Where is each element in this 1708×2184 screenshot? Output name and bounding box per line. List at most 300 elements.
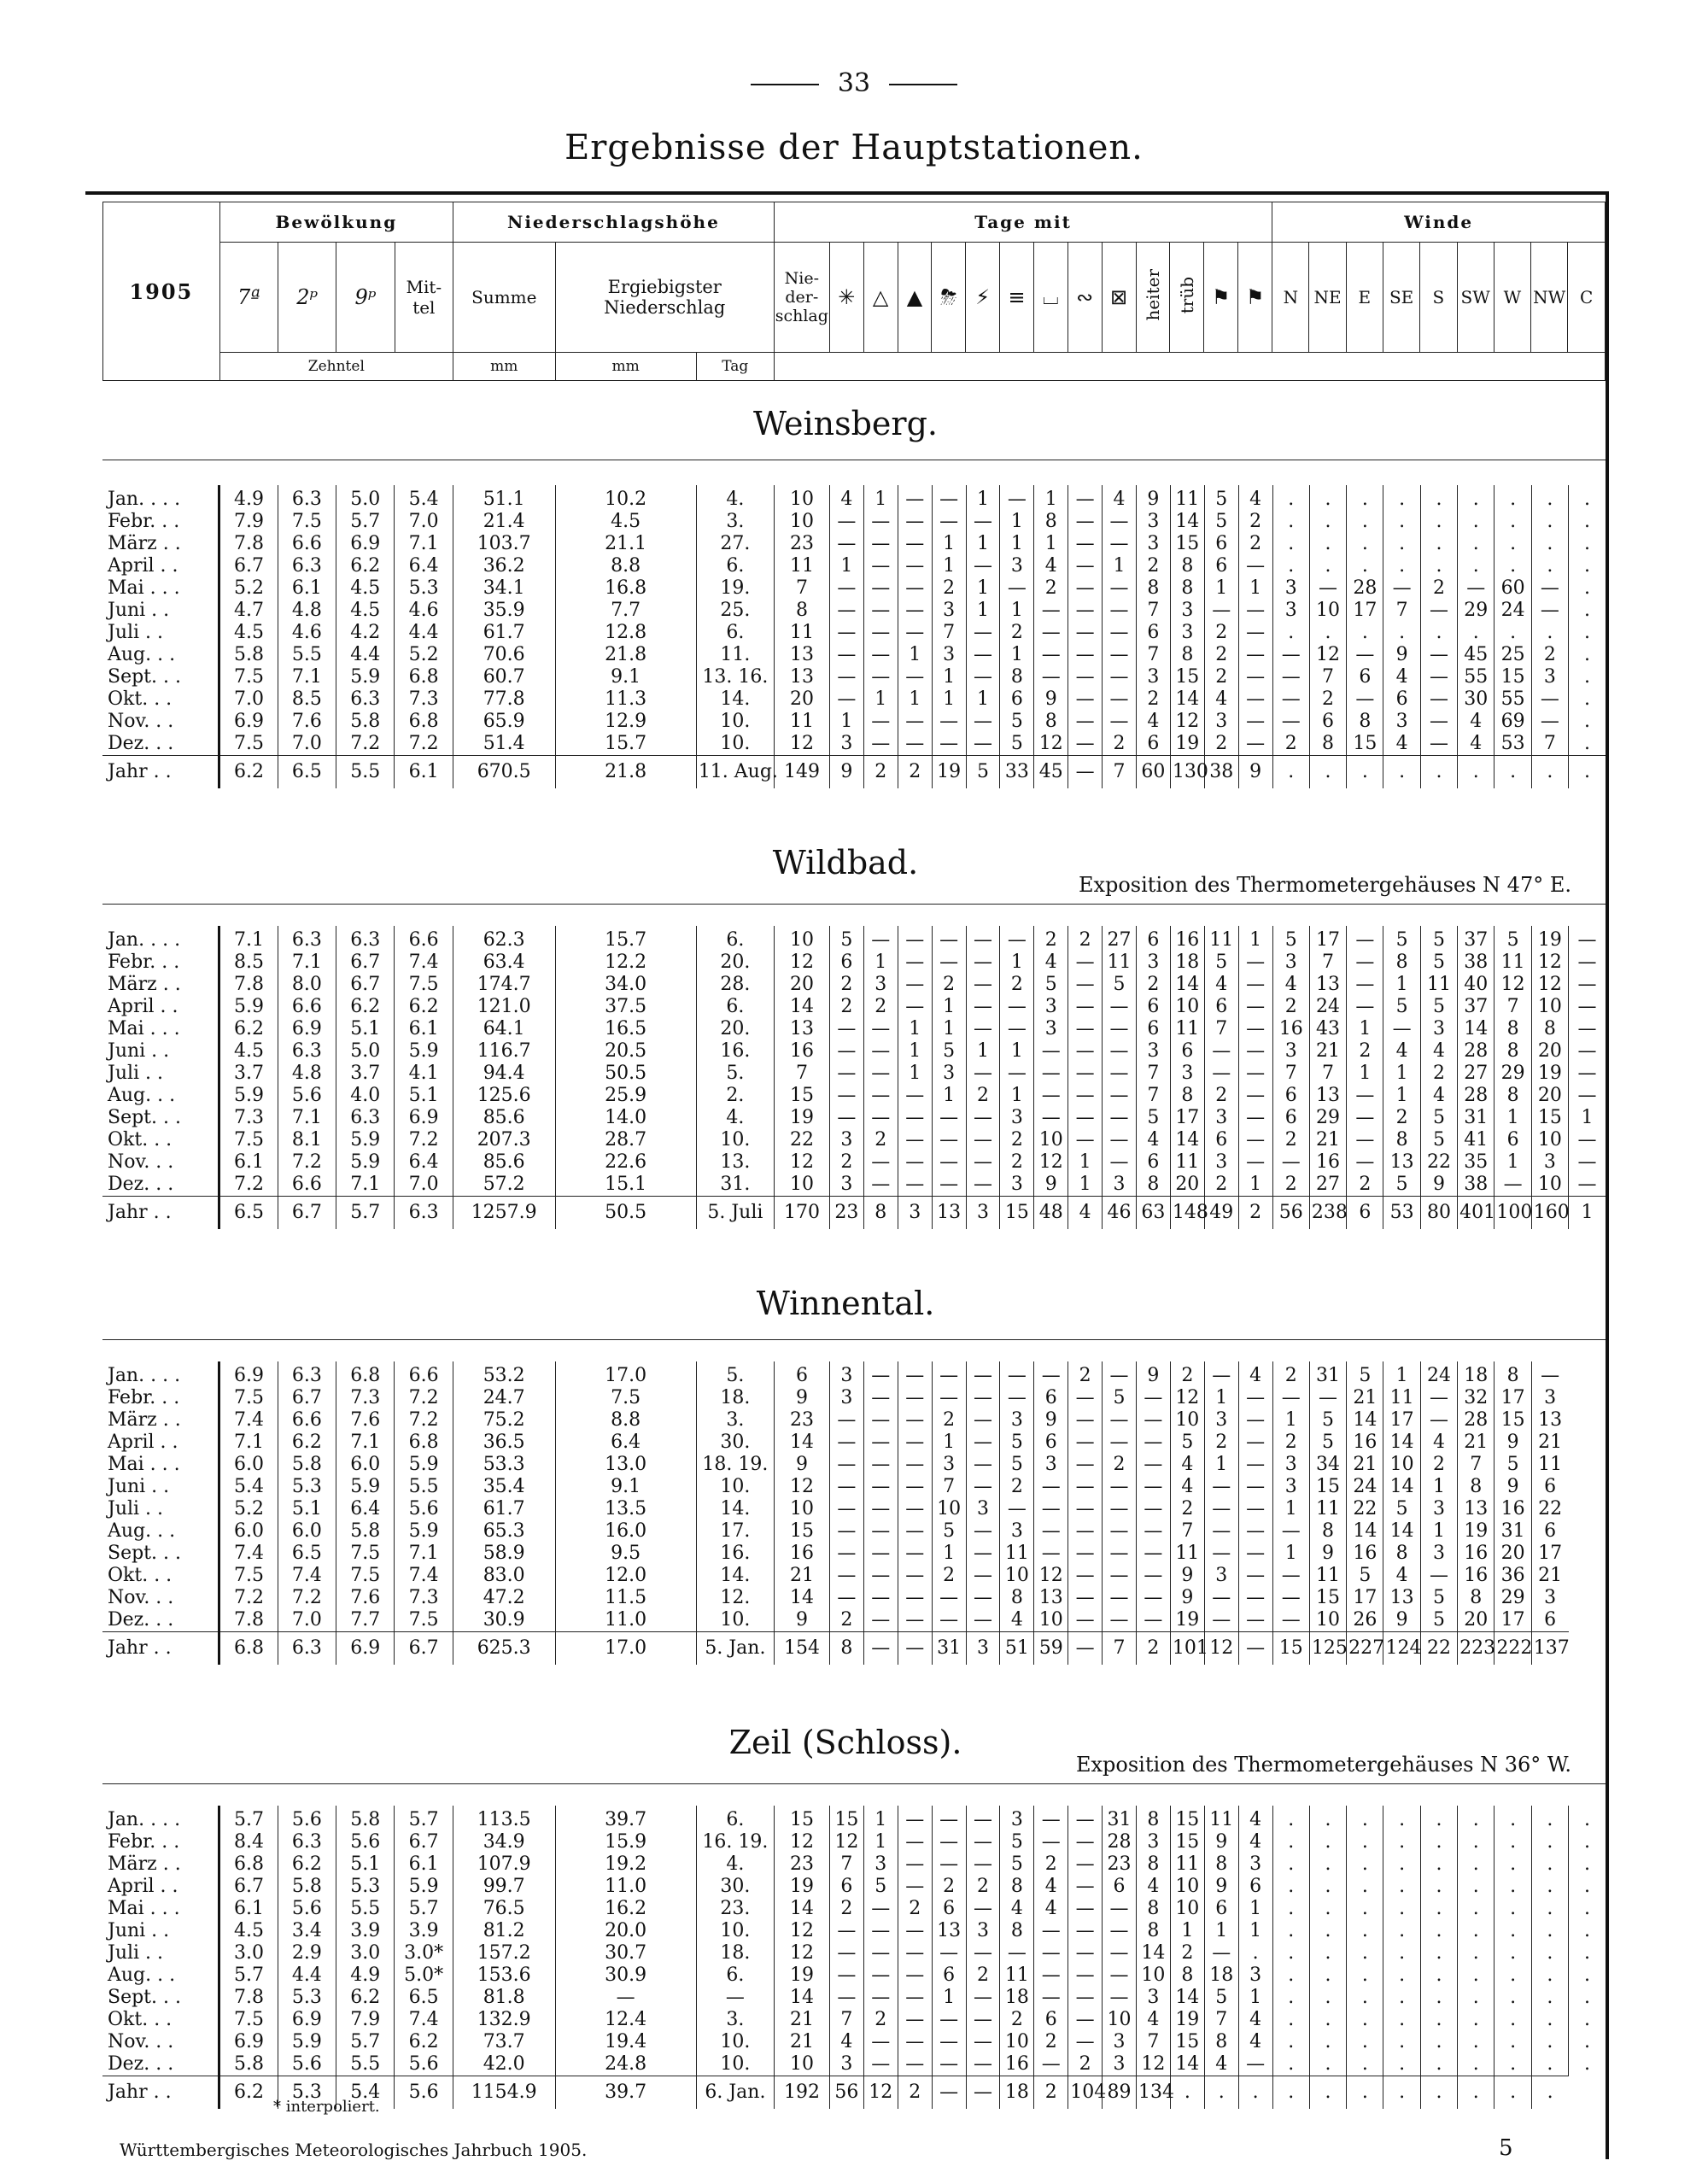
cell: 8 — [1034, 711, 1068, 733]
cell: — — [1068, 511, 1103, 533]
cell: . — [1494, 1876, 1531, 1898]
cell: 7 — [1136, 1085, 1170, 1107]
cell: 6 — [1204, 1129, 1238, 1151]
cell: 124 — [1383, 1632, 1420, 1666]
cell: 8.8 — [555, 555, 696, 577]
cell: 31 — [1494, 1520, 1531, 1543]
cell: — — [1103, 1063, 1137, 1085]
cell: 3. — [696, 511, 774, 533]
cell: 1 — [932, 1085, 966, 1107]
cell: — — [898, 1831, 932, 1853]
cell: — — [966, 1454, 1000, 1476]
cell: 18 — [1170, 951, 1204, 974]
cell: — — [1068, 1587, 1103, 1609]
cell: . — [1420, 555, 1457, 577]
cell: — — [1420, 733, 1457, 756]
cell: . — [1584, 600, 1591, 621]
cell: 4 — [1136, 2009, 1170, 2031]
cell: 14 — [1170, 2053, 1204, 2076]
cell: 5.7 — [336, 1197, 395, 1230]
cell: 7 — [1458, 1454, 1494, 1476]
cell: — — [1136, 1587, 1170, 1609]
cell: 2 — [1347, 1040, 1383, 1063]
cell: 4 — [1204, 688, 1238, 711]
cell: 14 — [775, 1987, 830, 2009]
month-row — [102, 1174, 1606, 1197]
cell: — — [898, 2031, 932, 2053]
cell: 3 — [1000, 1520, 1034, 1543]
cell: 6. — [696, 555, 774, 577]
cell: . — [1531, 1876, 1568, 1898]
col-9p: 9ᵖ — [336, 243, 395, 353]
cell: — — [829, 1085, 863, 1107]
cell: 10 — [775, 2053, 830, 2076]
cell: 21.8 — [555, 756, 696, 789]
cell: 8 — [1000, 1587, 1034, 1609]
cell: 9 — [1383, 1609, 1420, 1632]
cell: — — [1068, 1853, 1103, 1876]
cell: — — [1136, 1543, 1170, 1565]
cell: 7.2 — [336, 733, 395, 756]
footer-source: Württembergisches Meteorologisches Jahrbuch 1905. — [120, 2140, 588, 2160]
month-label: April . . — [102, 1876, 219, 1898]
cell: 1 — [1420, 1476, 1457, 1498]
cell: 20 — [1531, 1040, 1568, 1063]
cell: 12.4 — [555, 2009, 696, 2031]
cell: 46 — [1103, 1197, 1137, 1230]
cell: 4 — [1170, 1476, 1204, 1498]
cell: — — [1238, 951, 1272, 974]
month-label: Aug. . . — [102, 1964, 219, 1987]
cell: 21 — [775, 1565, 830, 1587]
cell: 30.7 — [555, 1942, 696, 1964]
cell: 7.9 — [219, 511, 278, 533]
cell: — — [1347, 1107, 1383, 1129]
cell: — — [898, 1498, 932, 1520]
cell: 6.7 — [336, 974, 395, 996]
cell: 5.9 — [395, 1454, 453, 1476]
cell: — — [966, 1063, 1000, 1085]
cell: — — [1238, 733, 1272, 756]
cell: — — [1034, 1831, 1068, 1853]
cell: 4.5 — [336, 577, 395, 600]
wind-ne: NE — [1309, 243, 1346, 353]
cell: 5.6 — [278, 1898, 336, 1920]
cell: 2 — [1000, 2009, 1034, 2031]
cell: 1 — [1000, 644, 1034, 666]
cell: 14. — [696, 1498, 774, 1520]
cell: — — [966, 1432, 1000, 1454]
cell: — — [1103, 1361, 1137, 1387]
cell: 6. — [696, 622, 774, 644]
cell: — — [1204, 1520, 1238, 1543]
cell: 6.8 — [395, 1432, 453, 1454]
cell: 16 — [775, 1040, 830, 1063]
month-row — [102, 1432, 1606, 1454]
cell: 1 — [1204, 1454, 1238, 1476]
cell: 21 — [1458, 1432, 1494, 1454]
cell: — — [1103, 644, 1137, 666]
wind-c: C — [1568, 243, 1606, 353]
cell: — — [1238, 1565, 1272, 1587]
cell: 5.6 — [278, 2053, 336, 2076]
thunderstorm-icon: ⛈ — [932, 243, 966, 353]
cell: — — [1204, 1609, 1238, 1632]
cell: 7 — [1204, 1018, 1238, 1040]
cell: 4 — [1000, 1898, 1034, 1920]
cell: — — [1068, 1942, 1103, 1964]
cell: 7.2 — [219, 1174, 278, 1197]
cell: — — [1238, 644, 1272, 666]
cell: 1 — [898, 688, 932, 711]
cell: 3.0 — [336, 1942, 395, 1964]
cell: — — [966, 2076, 1000, 2110]
cell: 8 — [1170, 555, 1204, 577]
cell: — — [1531, 577, 1568, 600]
cell: 5.5 — [336, 2053, 395, 2076]
cell: 53.3 — [453, 1454, 555, 1476]
cell: 8.5 — [278, 688, 336, 711]
cell: — — [932, 1361, 966, 1387]
cell: 21 — [1538, 1432, 1563, 1453]
cell: 13 — [1034, 1587, 1068, 1609]
cell: . — [1420, 1964, 1457, 1987]
cell: 8 — [1383, 1543, 1420, 1565]
cell: 6.6 — [278, 1409, 336, 1432]
month-row — [102, 485, 1606, 511]
cell: 7.2 — [395, 1409, 453, 1432]
cell: 7.5 — [555, 1387, 696, 1409]
cell: — — [1068, 756, 1103, 789]
cell: 2 — [1000, 1151, 1034, 1174]
cell: 8.5 — [219, 951, 278, 974]
cell: 2 — [1170, 1361, 1204, 1387]
cell: . — [1531, 1853, 1568, 1876]
cell: 6 — [1544, 1476, 1557, 1497]
cell: — — [898, 533, 932, 555]
cell: 6. — [696, 996, 774, 1018]
cell: 8 — [1458, 1587, 1494, 1609]
results-sheet — [85, 191, 1609, 2159]
cell: 1 — [1068, 1151, 1103, 1174]
cell: 5 — [1420, 951, 1457, 974]
month-label: Juni . . — [102, 600, 219, 622]
cell: . — [1420, 1898, 1457, 1920]
cell: 5 — [1494, 1454, 1531, 1476]
cell: . — [1309, 2076, 1346, 2110]
col-heiter: heiter — [1136, 243, 1170, 353]
month-label: Jan. . . . — [102, 485, 219, 511]
cell: 28 — [1458, 1409, 1494, 1432]
cell: 65.9 — [453, 711, 555, 733]
month-label: Sept. . . — [102, 666, 219, 688]
cell: 6.8 — [395, 711, 453, 733]
cell: 223 — [1458, 1632, 1494, 1666]
cell: 5 — [1383, 1498, 1420, 1520]
cell: — — [932, 2009, 966, 2031]
cell: — — [863, 666, 898, 688]
cell: 5.8 — [336, 1806, 395, 1831]
cell: 7.3 — [395, 1587, 453, 1609]
cell: — — [1577, 1040, 1597, 1062]
cell: 7.5 — [219, 666, 278, 688]
cell: 10. — [696, 733, 774, 756]
cell: 25.9 — [555, 1085, 696, 1107]
cell: 5 — [1000, 711, 1034, 733]
cell: 10 — [775, 1174, 830, 1197]
cell: 5 — [1420, 1609, 1457, 1632]
cell: . — [1584, 666, 1591, 688]
cell: 3 — [1204, 1565, 1238, 1587]
cell: 8 — [1531, 1018, 1568, 1040]
cell: . — [1272, 1964, 1309, 1987]
wind-se: SE — [1383, 243, 1419, 353]
cell: 19 — [1170, 733, 1204, 756]
cell: 28 — [1103, 1831, 1137, 1853]
cell: — — [1103, 1107, 1137, 1129]
cell: 20.5 — [555, 1040, 696, 1063]
cell: . — [1272, 511, 1309, 533]
cell: — — [1238, 666, 1272, 688]
cell: . — [1309, 1853, 1346, 1876]
cell: 7 — [1383, 600, 1420, 622]
cell: 15 — [1170, 533, 1204, 555]
cell: 4 — [829, 485, 863, 511]
cell: 6.5 — [395, 1987, 453, 2009]
cell: — — [898, 622, 932, 644]
month-label: Okt. . . — [102, 2009, 219, 2031]
cell: — — [1238, 1587, 1272, 1609]
cell: 7 — [775, 577, 830, 600]
cell: 7.2 — [278, 1151, 336, 1174]
month-label: Dez. . . — [102, 2053, 219, 2076]
cell: 7 — [1204, 2009, 1238, 2031]
cell: 6.5 — [278, 756, 336, 789]
cell: — — [1204, 1543, 1238, 1565]
cell: 19 — [1170, 1609, 1204, 1632]
cell: 8 — [1347, 711, 1383, 733]
cell: 37.5 — [555, 996, 696, 1018]
cell: . — [1531, 1831, 1568, 1853]
cell: 4.8 — [278, 1063, 336, 1085]
cell: 7.7 — [336, 1609, 395, 1632]
cell: 19.2 — [555, 1853, 696, 1876]
cell: 7.2 — [395, 1129, 453, 1151]
cell: 34.1 — [453, 577, 555, 600]
cell: . — [1458, 1876, 1494, 1898]
cell: 6.8 — [219, 1632, 278, 1666]
cell: — — [829, 688, 863, 711]
cell: . — [1347, 555, 1383, 577]
cell: — — [1068, 974, 1103, 996]
cell: 7.5 — [219, 1565, 278, 1587]
cell: 6.2 — [278, 1853, 336, 1876]
cell: 50.5 — [555, 1063, 696, 1085]
cell: 4.7 — [219, 600, 278, 622]
cell: 24 — [1420, 1361, 1457, 1387]
cell: 85.6 — [453, 1151, 555, 1174]
cell: 3 — [1136, 1040, 1170, 1063]
cell: 1 — [1420, 1520, 1457, 1543]
month-label: Juni . . — [102, 1476, 219, 1498]
cell: 16 — [1170, 926, 1204, 951]
cell: 1 — [829, 711, 863, 733]
cell: 27. — [696, 533, 774, 555]
cell: 5.8 — [336, 1520, 395, 1543]
cell: — — [1103, 996, 1137, 1018]
lightning-icon: ⚡ — [966, 243, 1000, 353]
cell: 4.6 — [395, 600, 453, 622]
cell: . — [1494, 1898, 1531, 1920]
cell: — — [1347, 1151, 1383, 1174]
cell: — — [1238, 1151, 1272, 1174]
cell: 5 — [932, 1040, 966, 1063]
dew-icon: ⌴ — [1033, 243, 1068, 353]
cell: 5 — [1103, 974, 1137, 996]
cell: — — [863, 1543, 898, 1565]
cell: 3 — [966, 1498, 1000, 1520]
cell: 13 — [775, 666, 830, 688]
cell: 29 — [1458, 600, 1494, 622]
cell: . — [1531, 2009, 1568, 2031]
cell: 3 — [1272, 1476, 1309, 1498]
cell: 10. — [696, 1129, 774, 1151]
cell: — — [1034, 1806, 1068, 1831]
cell: 7.5 — [219, 1129, 278, 1151]
cell: — — [863, 555, 898, 577]
cell: 4 — [1034, 951, 1068, 974]
cell: 7 — [1309, 666, 1346, 688]
cell: 14 — [775, 996, 830, 1018]
cell: — — [1347, 1085, 1383, 1107]
cell: 5.6 — [336, 1831, 395, 1853]
cell: — — [898, 2053, 932, 2076]
cell: . — [1458, 1987, 1494, 2009]
cell: 33 — [1000, 756, 1034, 789]
cell: 16 — [1458, 1543, 1494, 1565]
cell: — — [1103, 1018, 1137, 1040]
cell: . — [1584, 577, 1591, 599]
cell: 6.2 — [219, 756, 278, 789]
cell: — — [898, 1876, 932, 1898]
cell: . — [1494, 555, 1531, 577]
month-row — [102, 555, 1606, 577]
cell: 2 — [1272, 1432, 1309, 1454]
cell: 2 — [1272, 733, 1309, 756]
cell: 14 — [1170, 1987, 1204, 2009]
cell: 5.0* — [395, 1964, 453, 1987]
cell: 21 — [1309, 1129, 1346, 1151]
cell: . — [1584, 711, 1591, 732]
cell: 103.7 — [453, 533, 555, 555]
cell: 5. — [696, 1361, 774, 1387]
cell: 3 — [1103, 2031, 1137, 2053]
cell: 4 — [1238, 1831, 1272, 1853]
cell: — — [1204, 1942, 1238, 1964]
cell: — — [1068, 622, 1103, 644]
cell: 1 — [932, 555, 966, 577]
cell: — — [1238, 600, 1272, 622]
cell: 8.0 — [278, 974, 336, 996]
cell: — — [1204, 600, 1238, 622]
cell: — — [966, 666, 1000, 688]
cell: — — [1577, 951, 1597, 973]
month-label: Juli . . — [102, 1063, 219, 1085]
cell: — — [898, 1387, 932, 1409]
cell: — — [829, 1498, 863, 1520]
month-row — [102, 1565, 1606, 1587]
cell: 4 — [1103, 485, 1137, 511]
cell: — — [1034, 1085, 1068, 1107]
month-row — [102, 1387, 1606, 1409]
cell: 3 — [1531, 666, 1568, 688]
month-row — [102, 1806, 1606, 1831]
cell: 5.4 — [336, 2076, 395, 2110]
cell: . — [1531, 2053, 1568, 2076]
cell: . — [1420, 2009, 1457, 2031]
cell: 1 — [1238, 1987, 1272, 2009]
cell: 5 — [1103, 1387, 1137, 1409]
cell: 107.9 — [453, 1853, 555, 1876]
cell: 7.1 — [278, 666, 336, 688]
month-row — [102, 733, 1606, 756]
cell: 29 — [1494, 1587, 1531, 1609]
cell: 6.1 — [395, 1018, 453, 1040]
cell: 3 — [966, 1197, 1000, 1230]
cell: — — [1068, 1040, 1103, 1063]
cell: — — [1034, 644, 1068, 666]
cell: 17 — [1494, 1609, 1531, 1632]
cell: 2 — [863, 756, 898, 789]
cell: — — [1068, 2009, 1103, 2031]
cell: 3.7 — [219, 1063, 278, 1085]
cell: 11 — [1494, 951, 1531, 974]
cell: 2 — [1204, 666, 1238, 688]
cell: 1 — [966, 485, 1000, 511]
cell: 57.2 — [453, 1174, 555, 1197]
cell: — — [829, 1587, 863, 1609]
col-mittel: Mit-tel — [395, 243, 453, 353]
cell: 7.9 — [336, 2009, 395, 2031]
cell: 10 — [1034, 1129, 1068, 1151]
cell: 5.3 — [395, 577, 453, 600]
cell: 7 — [1531, 733, 1568, 756]
cell: 7.6 — [336, 1409, 395, 1432]
cell: 7.5 — [395, 974, 453, 996]
cell: 8 — [1034, 511, 1068, 533]
cell: — — [966, 1129, 1000, 1151]
cell: 35.9 — [453, 600, 555, 622]
cell: 10 — [1309, 1609, 1346, 1632]
cell: — — [1068, 1018, 1103, 1040]
cell: 7.4 — [395, 1565, 453, 1587]
cell: 3 — [829, 2053, 863, 2076]
cell: — — [1000, 1387, 1034, 1409]
cell: — — [1034, 1964, 1068, 1987]
cell: — — [1136, 1498, 1170, 1520]
cell: — — [932, 1151, 966, 1174]
cell: 27 — [1103, 926, 1137, 951]
cell: — — [966, 951, 1000, 974]
cell: 51 — [1000, 1632, 1034, 1666]
cell: 13 — [932, 1920, 966, 1942]
cell: 5 — [1383, 926, 1420, 951]
cell: 15 — [1494, 666, 1531, 688]
group-precip: Niederschlagshöhe — [453, 202, 775, 243]
cell: . — [1494, 485, 1531, 511]
cell: — — [966, 1520, 1000, 1543]
cell: 5.4 — [219, 1476, 278, 1498]
